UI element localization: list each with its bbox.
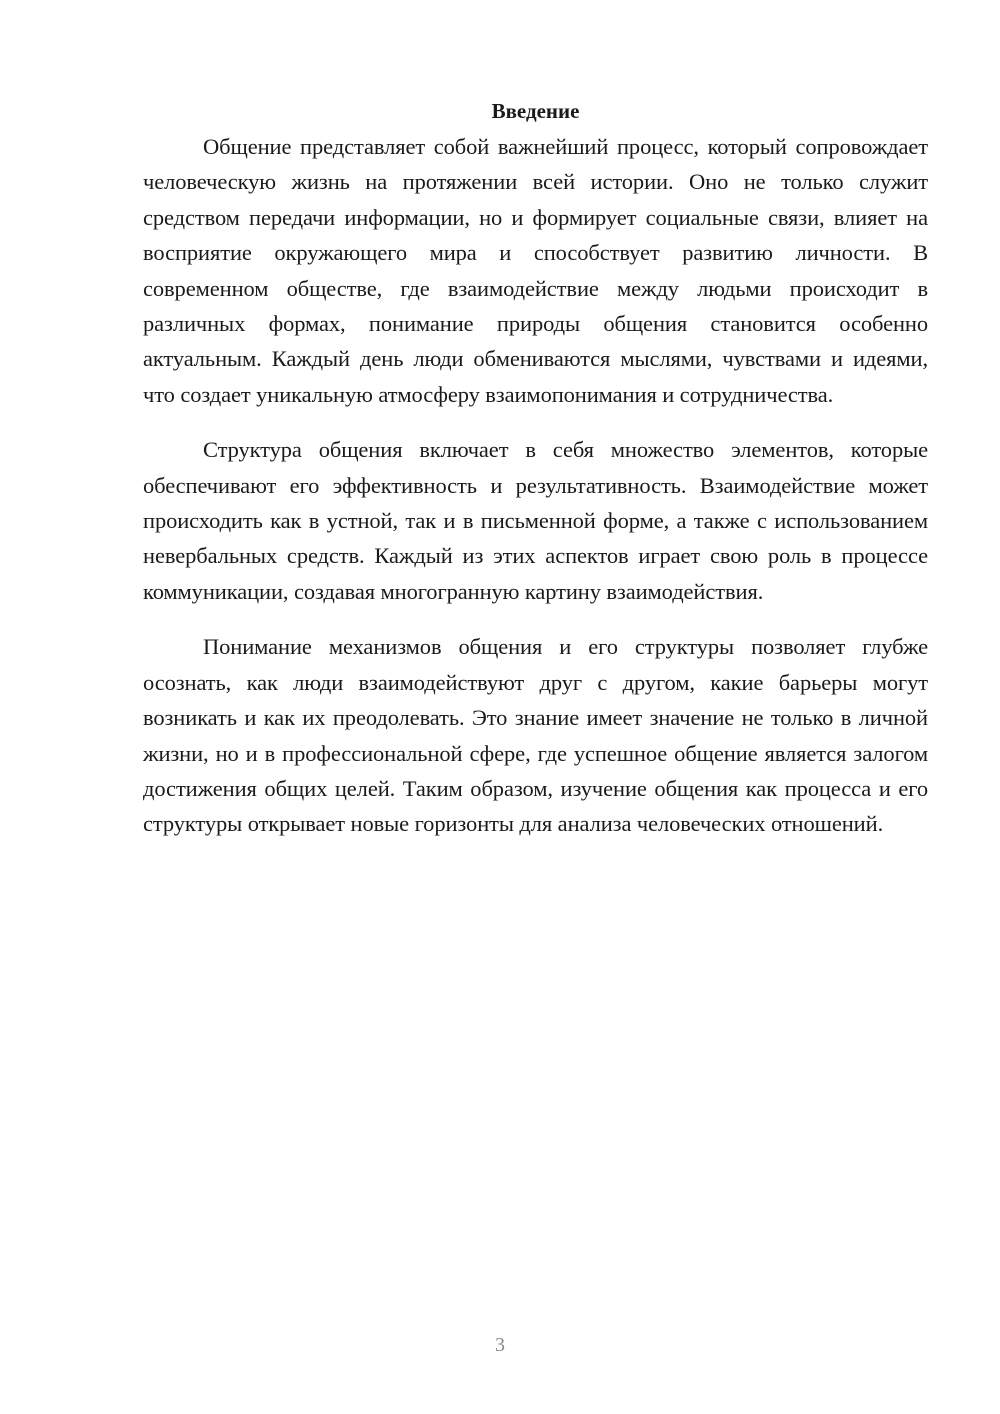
page-number: 3 [495,1334,505,1356]
section-heading: Введение [491,99,580,123]
page-content [143,94,928,862]
paragraph-3: Понимание механизмов общения и его структуры позволяет глубже осознать, как люди взаимодействуют друг с другом, какие барьеры могут возникать и как их преодолевать. Это знание имеет значение не только в личной жизни, но и в профессиональной сфере, где успешное общение является залогом достижения общих целей. Таким образом, изучение общения как процесса и его структуры открывает новые горизонты для анализа человеческих отношений. [143,634,928,837]
paragraph-2: Структура общения включает в себя множество элементов, которые обеспечивают его эффективность и результативность. Взаимодействие может происходить как в устной, так и в письменной форме, а также с использованием невербальных средств. Каждый из этих аспектов играет свою роль в процессе коммуникации, создавая многогранную картину взаимодействия. [143,437,928,604]
paragraph-1: Общение представляет собой важнейший процесс, который сопровождает человеческую жизнь на протяжении всей истории. Оно не только служит средством передачи информации, но и формирует социальные связи, влияет на восприятие окружающего мира и способствует развитию личности. В современном обществе, где взаимодействие между людьми происходит в различных формах, понимание природы общения становится особенно актуальным. Каждый день люди обмениваются мыслями, чувствами и идеями, что создает уникальную атмосферу взаимопонимания и сотрудничества. [143,134,928,407]
